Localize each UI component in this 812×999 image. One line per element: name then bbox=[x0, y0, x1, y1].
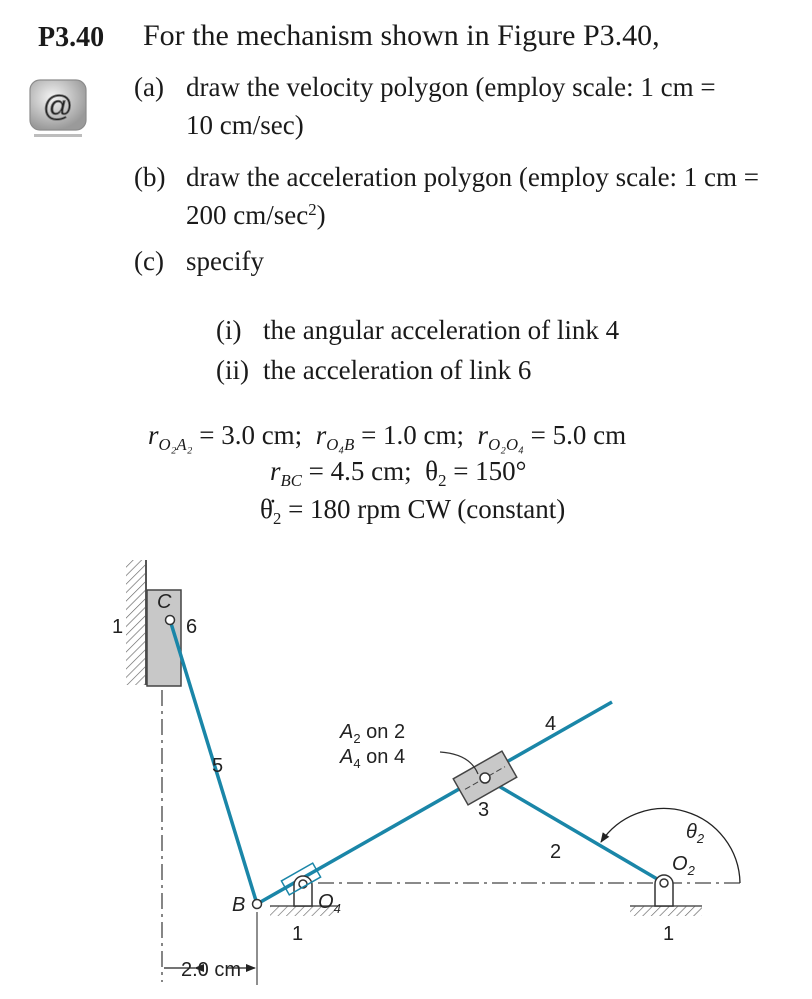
theta2-label: $\theta_2$ bbox=[686, 821, 705, 846]
pin-a bbox=[480, 773, 490, 783]
link-4 bbox=[257, 702, 612, 904]
pivot-o2 bbox=[630, 875, 702, 916]
subpart-i-text: the angular acceleration of link 4 bbox=[263, 315, 620, 345]
part-b-line1: draw the acceleration polygon (employ scale: 1 cm = bbox=[186, 162, 760, 192]
part-b-line2: 200 $cm/\sec^2$) bbox=[186, 199, 326, 230]
dimension-label: 2.0 cm bbox=[180, 959, 242, 981]
mechanism-figure bbox=[0, 540, 812, 999]
a2-label: $A_2$ on 2 bbox=[340, 721, 406, 746]
subpart-ii-text: the acceleration of link 6 bbox=[263, 355, 532, 385]
left-ground-wall bbox=[126, 560, 146, 685]
equation-line-2: $r_{BC} = 4.5$ cm; $\theta_2 = 150^\circ$ bbox=[270, 456, 527, 490]
point-c-label: C bbox=[157, 591, 172, 613]
equation-line-1: $r_{O_2A_2} = 3.0$ cm; $r_{O_4B} = 1.0$ cm; $r_{O_2O_4} = 5.0$ cm bbox=[148, 420, 627, 454]
subpart-ii-tag: (ii) bbox=[216, 355, 249, 385]
part-a-line2: 10 cm/sec) bbox=[186, 110, 304, 140]
o2-label: $O_2$ bbox=[672, 853, 695, 878]
part-a-tag: (a) bbox=[134, 72, 164, 102]
part-a-line1: draw the velocity polygon (employ scale: 1 cm = bbox=[186, 72, 716, 102]
part-b-tag: (b) bbox=[134, 162, 166, 192]
part-c-line1: specify bbox=[186, 246, 264, 276]
equation-line-3: $\thetȧ_2 = 180$ rpm CW (constant) bbox=[260, 494, 566, 528]
link-2-label: 2 bbox=[550, 841, 562, 863]
pin-b bbox=[253, 900, 262, 909]
ground-label-mid: 1 bbox=[292, 923, 304, 945]
at-sign-web-icon bbox=[28, 78, 88, 142]
pin-c bbox=[166, 616, 175, 625]
a4-label: $A_4$ on 4 bbox=[340, 746, 406, 771]
o4-label: $O_4$ bbox=[318, 891, 341, 916]
point-b-label: B bbox=[232, 894, 246, 916]
link-5-label: 5 bbox=[212, 755, 224, 777]
link-3-label: 3 bbox=[478, 799, 490, 821]
link-6-label: 6 bbox=[186, 616, 198, 638]
subpart-i-tag: (i) bbox=[216, 315, 242, 345]
link-2 bbox=[485, 778, 664, 883]
link-4-label: 4 bbox=[545, 713, 557, 735]
part-c-tag: (c) bbox=[134, 246, 164, 276]
problem-statement: For the mechanism shown in Figure P3.40, bbox=[143, 19, 660, 52]
ground-label-left: 1 bbox=[112, 616, 124, 638]
theta2-arc bbox=[601, 808, 740, 883]
svg-text:@: @ bbox=[42, 90, 74, 123]
ground-label-right: 1 bbox=[663, 923, 675, 945]
problem-number: P3.40 bbox=[38, 22, 105, 53]
